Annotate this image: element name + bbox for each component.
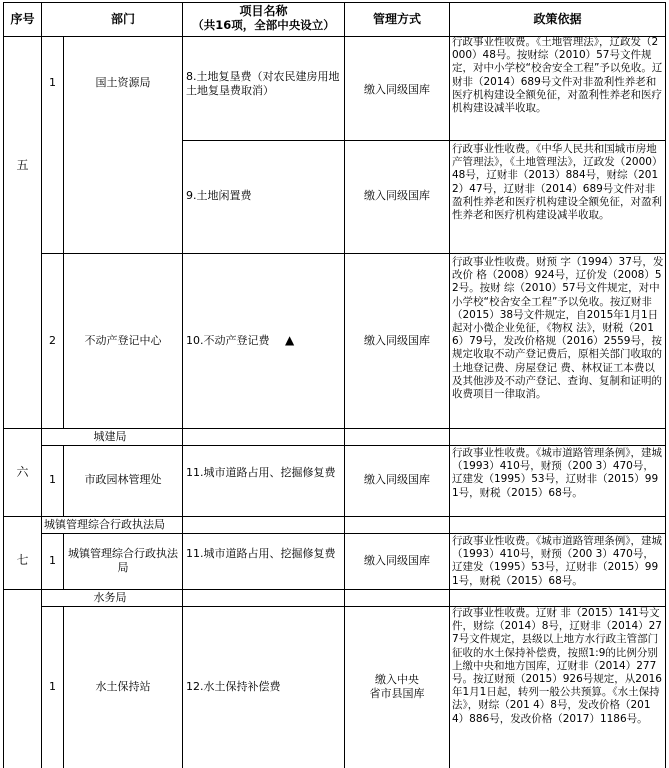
section-seq-liu: 六 xyxy=(16,465,29,479)
row-line-ba-top xyxy=(3,589,666,590)
dept-name: 市政园林管理处 xyxy=(84,473,162,486)
header-dept: 部门 xyxy=(110,12,135,26)
col-line-5 xyxy=(449,2,450,768)
row-line-liu-top xyxy=(3,428,666,429)
management-method: 缴入同级国库 xyxy=(364,83,430,96)
policy-basis: 行政事业性收费。财预 字（1994）37号，发改价 格（2008）924号，辽价发（2008）52号。按财 综（2010）57号文件规定，对中小学校“校舍安全工程”予以免收。按辽财非（2015）38号文件规定，自2015年1月1日起对小微企业免征，《物权 法》，财税（2016）79号，发改价格规（2016）2559号，按规定收取不动产登记费后，原相关部门收取的土地登记费、房屋登记 费、林权证工本费以及其他涉及不动产登记、查询、复制和证明的收费项目一律取消。 xyxy=(452,256,664,401)
row-line-wu-2 xyxy=(41,253,666,254)
row-line-wu-1 xyxy=(182,140,666,141)
border-left xyxy=(3,2,4,768)
management-method-line1: 缴入中央 xyxy=(375,673,419,686)
policy-basis: 行政事业性收费。《中华人民共和国城市房地产管理法》，《土地管理法》，辽政发（2000）48号，辽财非（2013）884号，财综（2012）47号，辽财非（2014）689号文件对非盈利性养老和医疗机构建设全额免征，对盈利性养老和医疗机构建设减半收取。 xyxy=(452,143,663,222)
header-item-name: 项目名称 xyxy=(239,4,288,18)
bureau-name: 城镇管理综合行政执法局 xyxy=(44,518,165,531)
border-top xyxy=(3,2,666,3)
bureau-name: 城建局 xyxy=(93,430,127,443)
item-name: 12.水土保持补偿费 xyxy=(186,680,281,693)
dept-name: 不动产登记中心 xyxy=(84,334,162,347)
col-line-1 xyxy=(41,2,42,768)
management-method: 缴入同级国库 xyxy=(364,334,430,347)
dept-name: 水土保持站 xyxy=(95,680,151,693)
section-seq-qi: 七 xyxy=(16,553,29,567)
header-item-count: （共16项，全部中央设立） xyxy=(192,18,335,32)
section-seq-wu: 五 xyxy=(16,158,29,172)
item-name: 10.不动产登记费 xyxy=(186,334,270,347)
col-line-4 xyxy=(344,2,345,768)
row-num: 1 xyxy=(49,473,56,486)
row-num: 1 xyxy=(49,680,56,693)
border-right xyxy=(665,2,666,768)
row-num: 1 xyxy=(49,554,56,567)
row-num: 2 xyxy=(49,334,56,347)
bureau-name: 水务局 xyxy=(93,591,127,604)
header-seq: 序号 xyxy=(10,12,35,26)
triangle-marker-icon: ▲ xyxy=(285,333,295,347)
item-name: 11.城市道路占用、挖掘修复费 xyxy=(186,466,336,479)
management-method-line2: 省市县国库 xyxy=(369,687,425,700)
row-num: 1 xyxy=(49,76,56,89)
header-policy: 政策依据 xyxy=(533,12,582,26)
item-name: 11.城市道路占用、挖掘修复费 xyxy=(186,547,336,560)
policy-basis: 行政事业性收费。辽财 非（2015）141号文件，财综（2014）8号，辽财非（2014）277号文件规定，县级以上地方水行政主管部门征收的水土保持补偿费，按照1:9的比例分别上缴中央和地方国库，辽财非（2014）277号。按辽财预（2015）926号规定，从2016年1月1日起，转列一般公共预算。《水土保持法》，财综（201 4）8号，发改价格（201 4）886号，发改价格（2017）1186号。 xyxy=(452,607,662,725)
item-name: 9.土地闲置费 xyxy=(186,189,252,202)
policy-basis: 行政事业性收费。《城市道路管理条例》，建城（1993）410号，财预（200 3）470号，辽建发（1995）53号，辽财非（2015）991号，财税（2015）68号。 xyxy=(452,447,662,499)
item-name: 8.土地复垦费（对农民建房用地土地复垦费取消） xyxy=(186,70,340,97)
management-method: 缴入同级国库 xyxy=(364,554,430,567)
management-method: 缴入同级国库 xyxy=(364,473,430,486)
col-line-2 xyxy=(63,36,64,428)
policy-basis: 行政事业性收费。《城市道路管理条例》，建城（1993）410号，财预（200 3）470号，辽建发（1995）53号，辽财非（2015）991号，财税（2015）68号。 xyxy=(452,535,662,587)
col-line-2c xyxy=(63,533,64,589)
dept-name: 国土资源局 xyxy=(95,76,151,89)
row-line-liu-bureau xyxy=(41,445,666,446)
policy-basis: 行政事业性收费。《土地管理法》，辽政发（2000）48号。按财综（2010）57号文件规定，对中小学校“校舍安全工程”予以免收。辽财非（2014）689号文件对非盈利性养老和医疗机构建设全额免征，对盈利性养老和医疗机构建设减半收取。 xyxy=(452,36,663,115)
header-management: 管理方式 xyxy=(372,12,421,26)
row-line-qi-bureau xyxy=(41,533,666,534)
col-line-3 xyxy=(182,2,183,768)
management-method: 缴入同级国库 xyxy=(364,189,430,202)
row-line-qi-top xyxy=(3,516,666,517)
dept-name: 城镇管理综合行政执法局 xyxy=(68,547,178,574)
